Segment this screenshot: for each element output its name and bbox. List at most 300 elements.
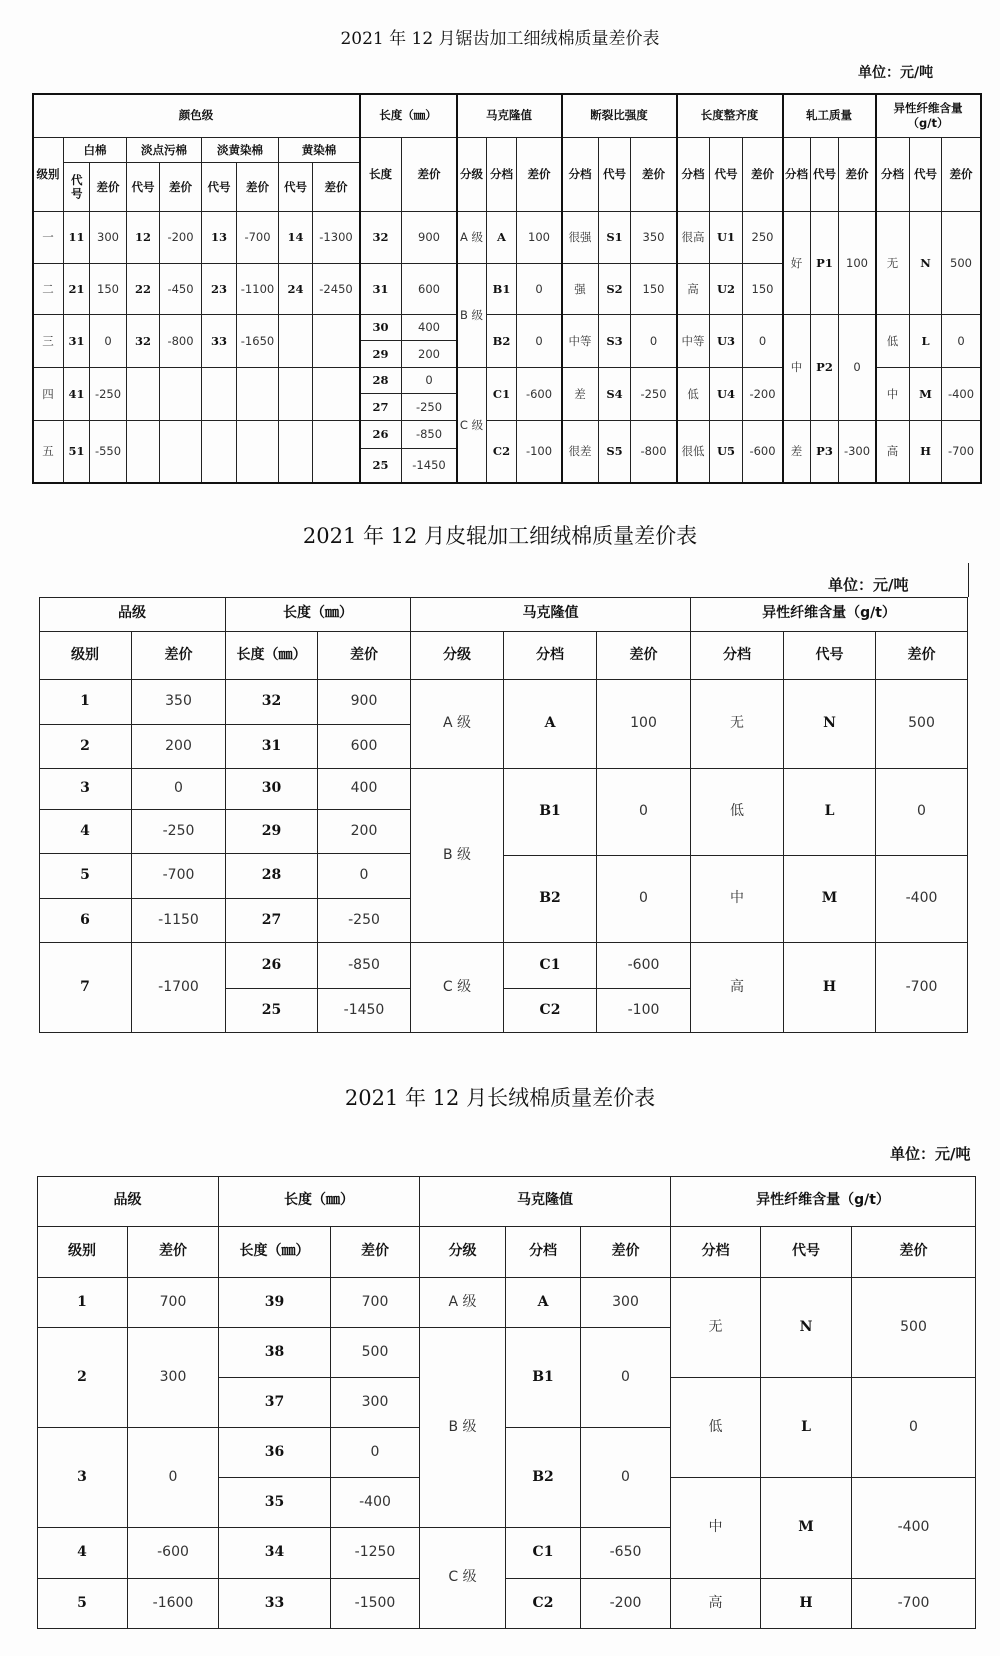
color-diff — [313, 315, 360, 368]
group-header-strength: 断裂比强度 — [562, 94, 677, 138]
uniformity-code: U1 — [710, 212, 743, 264]
grade-diff: 350 — [132, 680, 226, 725]
foreign-tier: 无 — [671, 1278, 761, 1378]
color-code — [127, 368, 160, 421]
color-diff: 300 — [90, 212, 127, 264]
uniformity-code: U2 — [710, 264, 743, 315]
strength-code: S3 — [599, 315, 631, 368]
strength-diff: 150 — [631, 264, 677, 315]
length-diff: -250 — [318, 899, 411, 943]
col-header-diff: 差价 — [160, 163, 202, 212]
foreign-tier: 高 — [691, 943, 784, 1033]
uniformity-tier: 中等 — [677, 315, 710, 368]
uniformity-code: U4 — [710, 368, 743, 421]
length-value: 28 — [226, 854, 318, 899]
table1-unit-label: 单位：元/吨 — [858, 65, 934, 81]
length-diff: 0 — [331, 1428, 420, 1478]
table2-title: 2021 年 12 月皮辊加工细绒棉质量差价表 — [302, 524, 698, 548]
col-header-length: 长度 — [360, 138, 402, 212]
micronaire-tier: B1 — [506, 1328, 581, 1428]
grade-value: 3 — [39, 769, 132, 810]
grade-label: 二 — [33, 264, 64, 315]
foreign-tier: 低 — [691, 769, 784, 856]
grade-diff: 200 — [132, 725, 226, 769]
strength-diff: -800 — [631, 421, 677, 483]
micronaire-diff: 0 — [517, 264, 562, 315]
length-value: 27 — [360, 394, 402, 421]
group-header-color: 颜色级 — [33, 94, 360, 138]
length-value: 26 — [360, 421, 402, 449]
col-header-diff: 差价 — [402, 138, 457, 212]
ginning-code: P2 — [811, 315, 839, 421]
micronaire-class: B 级 — [457, 264, 487, 368]
strength-tier: 强 — [562, 264, 599, 315]
micronaire-diff: 300 — [581, 1278, 671, 1328]
foreign-diff: -400 — [876, 856, 968, 943]
micronaire-tier: C2 — [506, 1579, 581, 1629]
color-code — [279, 421, 313, 483]
micronaire-class: B 级 — [411, 769, 504, 943]
length-diff: 300 — [331, 1378, 420, 1428]
length-value: 36 — [219, 1428, 331, 1478]
foreign-code: M — [910, 368, 942, 421]
uniformity-diff: -600 — [743, 421, 783, 483]
color-code: 41 — [64, 368, 90, 421]
group-header-length: 长度（㎜） — [219, 1176, 420, 1227]
micronaire-tier: B1 — [487, 264, 517, 315]
micronaire-diff: -100 — [597, 989, 691, 1033]
group-header-length: 长度（㎜） — [226, 597, 411, 632]
micronaire-class: A 级 — [411, 680, 504, 769]
micronaire-diff: 100 — [517, 212, 562, 264]
foreign-diff: -700 — [942, 421, 981, 483]
strength-code: S2 — [599, 264, 631, 315]
ginning-tier: 中 — [783, 315, 811, 421]
micronaire-diff: -600 — [517, 368, 562, 421]
group-header-micronaire: 马克隆值 — [457, 94, 562, 138]
length-value: 31 — [360, 264, 402, 315]
grade-diff: -600 — [128, 1528, 219, 1579]
grade-label: 五 — [33, 421, 64, 483]
col-header-tier: 分档 — [677, 138, 710, 212]
foreign-tier: 中 — [876, 368, 910, 421]
grade-value: 3 — [37, 1428, 128, 1528]
col-header-code: 代号 — [811, 138, 839, 212]
length-diff: 900 — [402, 212, 457, 264]
foreign-code: N — [910, 212, 942, 315]
foreign-code: H — [910, 421, 942, 483]
color-code: 21 — [64, 264, 90, 315]
col-header-class: 分级 — [457, 138, 487, 212]
foreign-code: H — [761, 1579, 852, 1629]
length-diff: 400 — [318, 769, 411, 810]
color-diff: -2450 — [313, 264, 360, 315]
length-value: 34 — [219, 1528, 331, 1579]
foreign-tier: 无 — [876, 212, 910, 315]
length-value: 27 — [226, 899, 318, 943]
foreign-code: N — [784, 680, 876, 769]
strength-tier: 很强 — [562, 212, 599, 264]
length-value: 39 — [219, 1278, 331, 1328]
grade-label: 三 — [33, 315, 64, 368]
length-value: 29 — [226, 810, 318, 854]
color-code — [279, 315, 313, 368]
micronaire-tier: C1 — [504, 943, 597, 989]
col-header-diff: 差价 — [839, 138, 876, 212]
foreign-diff: -700 — [852, 1579, 976, 1629]
micronaire-diff: 0 — [517, 315, 562, 368]
micronaire-tier: C2 — [504, 989, 597, 1033]
color-diff — [313, 421, 360, 483]
micronaire-diff: -650 — [581, 1528, 671, 1579]
group-header-foreign-fiber: 异性纤维含量（g/t） — [671, 1176, 976, 1227]
micronaire-diff: -600 — [597, 943, 691, 989]
ginning-tier: 差 — [783, 421, 811, 483]
col-header-class: 分级 — [411, 632, 504, 680]
length-diff: 0 — [318, 854, 411, 899]
length-diff: 500 — [331, 1328, 420, 1378]
color-code: 24 — [279, 264, 313, 315]
col-header-diff: 差价 — [517, 138, 562, 212]
subgroup-header-yellow: 黄染棉 — [279, 138, 360, 163]
color-diff: -1650 — [237, 315, 279, 368]
group-header-length: 长度（㎜） — [360, 94, 457, 138]
foreign-diff: 0 — [852, 1378, 976, 1478]
foreign-tier: 中 — [691, 856, 784, 943]
foreign-diff: 500 — [876, 680, 968, 769]
micronaire-class: A 级 — [457, 212, 487, 264]
group-header-ginning: 轧工质量 — [783, 94, 876, 138]
group-separator — [359, 94, 361, 483]
group-header-grade: 品级 — [39, 597, 226, 632]
foreign-code: L — [910, 315, 942, 368]
micronaire-class: C 级 — [420, 1528, 506, 1629]
length-diff: -400 — [331, 1478, 420, 1528]
color-code: 12 — [127, 212, 160, 264]
length-diff: 700 — [331, 1278, 420, 1328]
strength-code: S5 — [599, 421, 631, 483]
foreign-diff: 500 — [942, 212, 981, 315]
col-header-code: 代号 — [279, 163, 313, 212]
strength-tier: 中等 — [562, 315, 599, 368]
col-header-tier: 分档 — [562, 138, 599, 212]
col-header-diff: 差价 — [876, 632, 968, 680]
grade-diff: 0 — [132, 769, 226, 810]
uniformity-diff: -200 — [743, 368, 783, 421]
color-code — [202, 368, 237, 421]
table2-unit-label: 单位：元/吨 — [828, 576, 909, 594]
uniformity-tier: 高 — [677, 264, 710, 315]
foreign-code: N — [761, 1278, 852, 1378]
group-separator — [676, 94, 678, 483]
col-header-tier: 分档 — [691, 632, 784, 680]
table-border — [39, 597, 968, 598]
color-code: 31 — [64, 315, 90, 368]
length-value: 30 — [226, 769, 318, 810]
col-header-length: 长度（㎜） — [226, 632, 318, 680]
col-header-grade: 级别 — [39, 632, 132, 680]
uniformity-tier: 很高 — [677, 212, 710, 264]
foreign-code: H — [784, 943, 876, 1033]
grade-diff: -1700 — [132, 943, 226, 1033]
foreign-code: M — [761, 1478, 852, 1579]
group-header-micronaire: 马克隆值 — [420, 1176, 671, 1227]
grade-diff: -1600 — [128, 1579, 219, 1629]
color-diff: 0 — [90, 315, 127, 368]
group-separator — [561, 94, 563, 483]
uniformity-diff: 250 — [743, 212, 783, 264]
micronaire-class: A 级 — [420, 1278, 506, 1328]
length-value: 31 — [226, 725, 318, 769]
table2-unit-border — [968, 563, 969, 597]
grade-diff: -1150 — [132, 899, 226, 943]
grade-value: 2 — [39, 725, 132, 769]
micronaire-diff: 0 — [581, 1428, 671, 1528]
grade-diff: -250 — [132, 810, 226, 854]
color-diff — [237, 368, 279, 421]
foreign-tier: 中 — [671, 1478, 761, 1579]
col-header-diff: 差价 — [942, 138, 981, 212]
col-header-diff: 差价 — [132, 632, 226, 680]
foreign-diff: -400 — [942, 368, 981, 421]
length-value: 25 — [226, 989, 318, 1033]
col-header-grade: 级别 — [37, 1227, 128, 1278]
color-diff: -800 — [160, 315, 202, 368]
length-value: 38 — [219, 1328, 331, 1378]
length-value: 28 — [360, 368, 402, 394]
grade-value: 2 — [37, 1328, 128, 1428]
length-diff: 200 — [318, 810, 411, 854]
col-header-code: 代号 — [64, 163, 90, 212]
col-header-diff: 差价 — [318, 632, 411, 680]
length-diff: 0 — [402, 368, 457, 394]
col-header-code: 代号 — [761, 1227, 852, 1278]
group-separator — [456, 94, 458, 483]
col-header-code: 代号 — [910, 138, 942, 212]
length-value: 32 — [360, 212, 402, 264]
col-header-tier: 分档 — [487, 138, 517, 212]
length-diff: 200 — [402, 341, 457, 368]
grade-diff: 0 — [128, 1428, 219, 1528]
length-diff: 900 — [318, 680, 411, 725]
col-header-tier: 分档 — [504, 632, 597, 680]
length-diff: -850 — [318, 943, 411, 989]
subgroup-header-light_yellow: 淡黄染棉 — [202, 138, 279, 163]
grade-diff: 300 — [128, 1328, 219, 1428]
group-separator — [875, 94, 877, 483]
color-code: 22 — [127, 264, 160, 315]
table-border — [37, 1176, 38, 1629]
micronaire-tier: A — [506, 1278, 581, 1328]
col-header-diff: 差价 — [90, 163, 127, 212]
strength-diff: 350 — [631, 212, 677, 264]
foreign-diff: 0 — [876, 769, 968, 856]
group-header-foreign-fiber: 异性纤维含量（g/t） — [691, 597, 968, 632]
grade-value: 6 — [39, 899, 132, 943]
color-diff: 150 — [90, 264, 127, 315]
micronaire-tier: B2 — [504, 856, 597, 943]
group-header-uniformity: 长度整齐度 — [677, 94, 783, 138]
color-diff — [160, 421, 202, 483]
color-diff — [237, 421, 279, 483]
grade-value: 5 — [39, 854, 132, 899]
micronaire-tier: B1 — [504, 769, 597, 856]
col-header-diff: 差价 — [852, 1227, 976, 1278]
grade-value: 7 — [39, 943, 132, 1033]
color-code: 13 — [202, 212, 237, 264]
uniformity-tier: 低 — [677, 368, 710, 421]
foreign-diff: -700 — [876, 943, 968, 1033]
table-border — [37, 1176, 976, 1177]
length-value: 37 — [219, 1378, 331, 1428]
col-header-diff: 差价 — [743, 138, 783, 212]
grade-label: 一 — [33, 212, 64, 264]
uniformity-code: U5 — [710, 421, 743, 483]
group-header-grade: 品级 — [37, 1176, 219, 1227]
table-border — [39, 597, 40, 1033]
micronaire-tier: C2 — [487, 421, 517, 483]
subgroup-header-light_spotted: 淡点污棉 — [127, 138, 202, 163]
color-diff: -450 — [160, 264, 202, 315]
col-header-grade: 级别 — [33, 138, 64, 212]
uniformity-code: U3 — [710, 315, 743, 368]
length-diff: 600 — [402, 264, 457, 315]
micronaire-class: C 级 — [411, 943, 504, 1033]
col-header-tier: 分档 — [876, 138, 910, 212]
ginning-diff: 100 — [839, 212, 876, 315]
color-code — [202, 421, 237, 483]
col-header-diff: 差价 — [237, 163, 279, 212]
color-code — [279, 368, 313, 421]
strength-diff: 0 — [631, 315, 677, 368]
length-value: 29 — [360, 341, 402, 368]
length-diff: -250 — [402, 394, 457, 421]
micronaire-diff: -100 — [517, 421, 562, 483]
foreign-tier: 无 — [691, 680, 784, 769]
ginning-diff: -300 — [839, 421, 876, 483]
micronaire-class: B 级 — [420, 1328, 506, 1528]
micronaire-tier: C1 — [487, 368, 517, 421]
micronaire-tier: A — [504, 680, 597, 769]
length-diff: -1450 — [318, 989, 411, 1033]
foreign-tier: 高 — [876, 421, 910, 483]
grade-value: 1 — [39, 680, 132, 725]
length-value: 32 — [226, 680, 318, 725]
color-diff: -200 — [160, 212, 202, 264]
foreign-diff: 0 — [942, 315, 981, 368]
foreign-code: M — [784, 856, 876, 943]
table1-title: 2021 年 12 月锯齿加工细绒棉质量差价表 — [340, 29, 660, 49]
col-header-diff: 差价 — [631, 138, 677, 212]
uniformity-tier: 很低 — [677, 421, 710, 483]
col-header-diff: 差价 — [128, 1227, 219, 1278]
grade-diff: -700 — [132, 854, 226, 899]
grade-diff: 700 — [128, 1278, 219, 1328]
table3-title: 2021 年 12 月长绒棉质量差价表 — [344, 1086, 656, 1110]
subgroup-header-white: 白棉 — [64, 138, 127, 163]
table-border — [33, 94, 34, 483]
grade-value: 4 — [37, 1528, 128, 1579]
color-code: 11 — [64, 212, 90, 264]
length-diff: -1250 — [331, 1528, 420, 1579]
foreign-diff: -400 — [852, 1478, 976, 1579]
col-header-code: 代号 — [710, 138, 743, 212]
micronaire-diff: 0 — [597, 769, 691, 856]
grade-value: 1 — [37, 1278, 128, 1328]
col-header-class: 分级 — [420, 1227, 506, 1278]
micronaire-diff: 0 — [597, 856, 691, 943]
micronaire-diff: -200 — [581, 1579, 671, 1629]
group-header-micronaire: 马克隆值 — [411, 597, 691, 632]
group-header-foreign-fiber: 异性纤维含量（g/t） — [876, 94, 981, 138]
color-diff: -250 — [90, 368, 127, 421]
col-header-code: 代号 — [127, 163, 160, 212]
length-value: 30 — [360, 315, 402, 341]
micronaire-class: C 级 — [457, 368, 487, 483]
color-diff: -550 — [90, 421, 127, 483]
color-diff — [160, 368, 202, 421]
col-header-diff: 差价 — [331, 1227, 420, 1278]
group-separator — [782, 94, 784, 483]
length-diff: 600 — [318, 725, 411, 769]
micronaire-tier: C1 — [506, 1528, 581, 1579]
micronaire-tier: B2 — [506, 1428, 581, 1528]
col-header-code: 代号 — [599, 138, 631, 212]
length-diff: 400 — [402, 315, 457, 341]
strength-tier: 差 — [562, 368, 599, 421]
foreign-diff: 500 — [852, 1278, 976, 1378]
color-code: 14 — [279, 212, 313, 264]
foreign-code: L — [761, 1378, 852, 1478]
color-code: 51 — [64, 421, 90, 483]
ginning-tier: 好 — [783, 212, 811, 315]
length-diff: -1500 — [331, 1579, 420, 1629]
grade-label: 四 — [33, 368, 64, 421]
length-value: 25 — [360, 449, 402, 483]
col-header-tier: 分档 — [783, 138, 811, 212]
uniformity-diff: 0 — [743, 315, 783, 368]
col-header-tier: 分档 — [671, 1227, 761, 1278]
grade-value: 5 — [37, 1579, 128, 1629]
length-diff: -1450 — [402, 449, 457, 483]
strength-tier: 很差 — [562, 421, 599, 483]
micronaire-diff: 100 — [597, 680, 691, 769]
length-value: 33 — [219, 1579, 331, 1629]
foreign-tier: 高 — [671, 1579, 761, 1629]
color-diff — [313, 368, 360, 421]
table3-unit-label: 单位：元/吨 — [890, 1145, 971, 1163]
strength-diff: -250 — [631, 368, 677, 421]
col-header-code: 代号 — [202, 163, 237, 212]
ginning-diff: 0 — [839, 315, 876, 421]
foreign-code: L — [784, 769, 876, 856]
ginning-code: P3 — [811, 421, 839, 483]
micronaire-tier: A — [487, 212, 517, 264]
color-diff: -1300 — [313, 212, 360, 264]
col-header-length: 长度（㎜） — [219, 1227, 331, 1278]
ginning-code: P1 — [811, 212, 839, 315]
length-diff: -850 — [402, 421, 457, 449]
strength-code: S4 — [599, 368, 631, 421]
col-header-diff: 差价 — [597, 632, 691, 680]
strength-code: S1 — [599, 212, 631, 264]
micronaire-diff: 0 — [581, 1328, 671, 1428]
color-diff: -700 — [237, 212, 279, 264]
grade-value: 4 — [39, 810, 132, 854]
length-value: 26 — [226, 943, 318, 989]
color-code — [127, 421, 160, 483]
col-header-diff: 差价 — [581, 1227, 671, 1278]
